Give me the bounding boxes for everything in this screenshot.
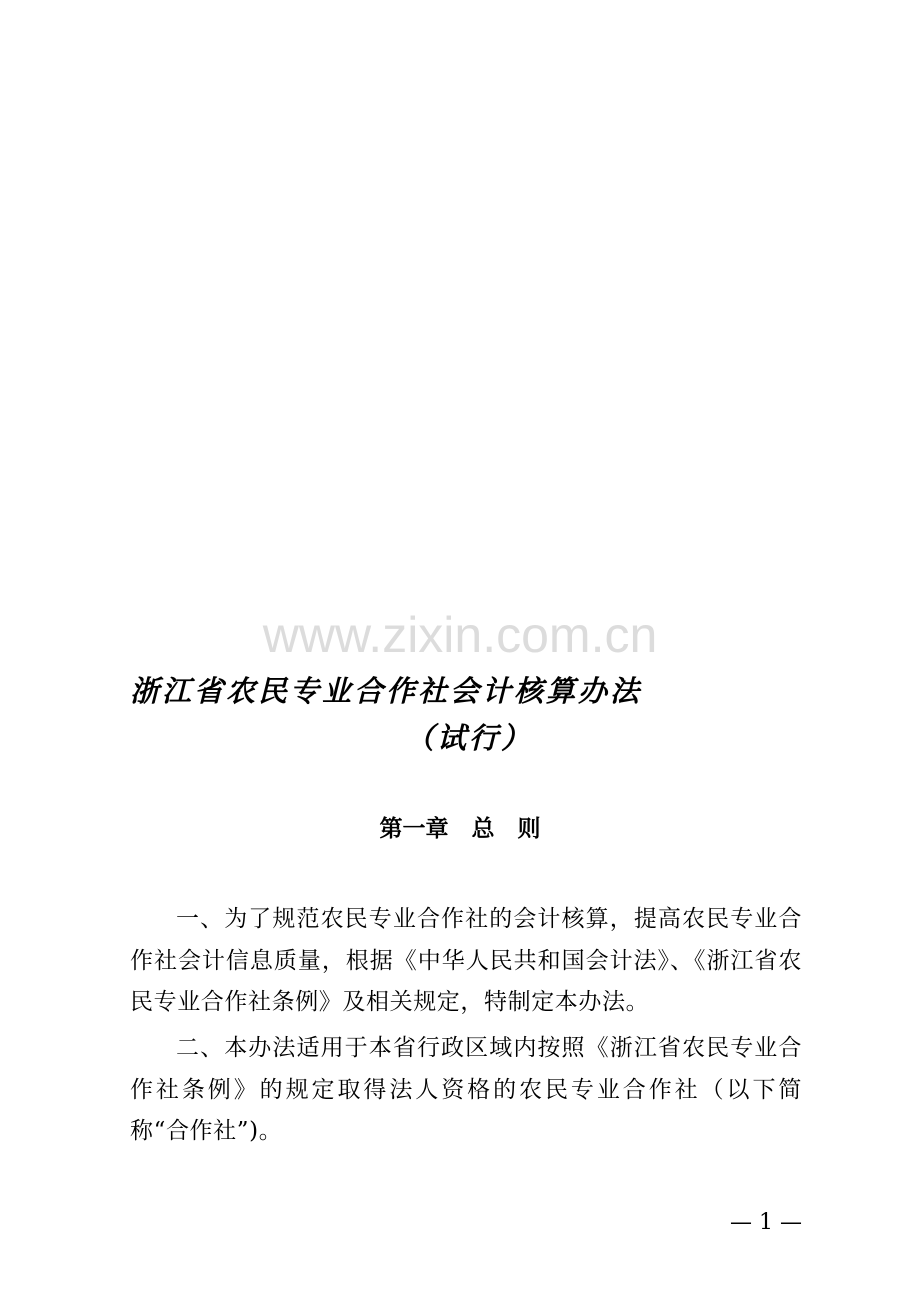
paragraph-1: 一、为了规范农民专业合作社的会计核算，提高农民专业合作社会计信息质量，根据《中华人民共和国会计法》、《浙江省农民专业合作社条例》及相关规定，特制定本办法。 <box>130 906 802 1015</box>
paragraph-2: 二、本办法适用于本省行政区域内按照《浙江省农民专业合作社条例》的规定取得法人资格的农民专业合作社（以下简称“合作社”)。 <box>130 1035 802 1144</box>
document-subtitle: （试行） <box>405 721 534 755</box>
page-number: — 1 — <box>730 1210 802 1235</box>
document-title: 浙江省农民专业合作社会计核算办法 <box>130 674 643 708</box>
watermark: www.zixin.com.cn <box>262 607 658 663</box>
chapter-heading: 第一章 总 则 <box>379 815 541 842</box>
